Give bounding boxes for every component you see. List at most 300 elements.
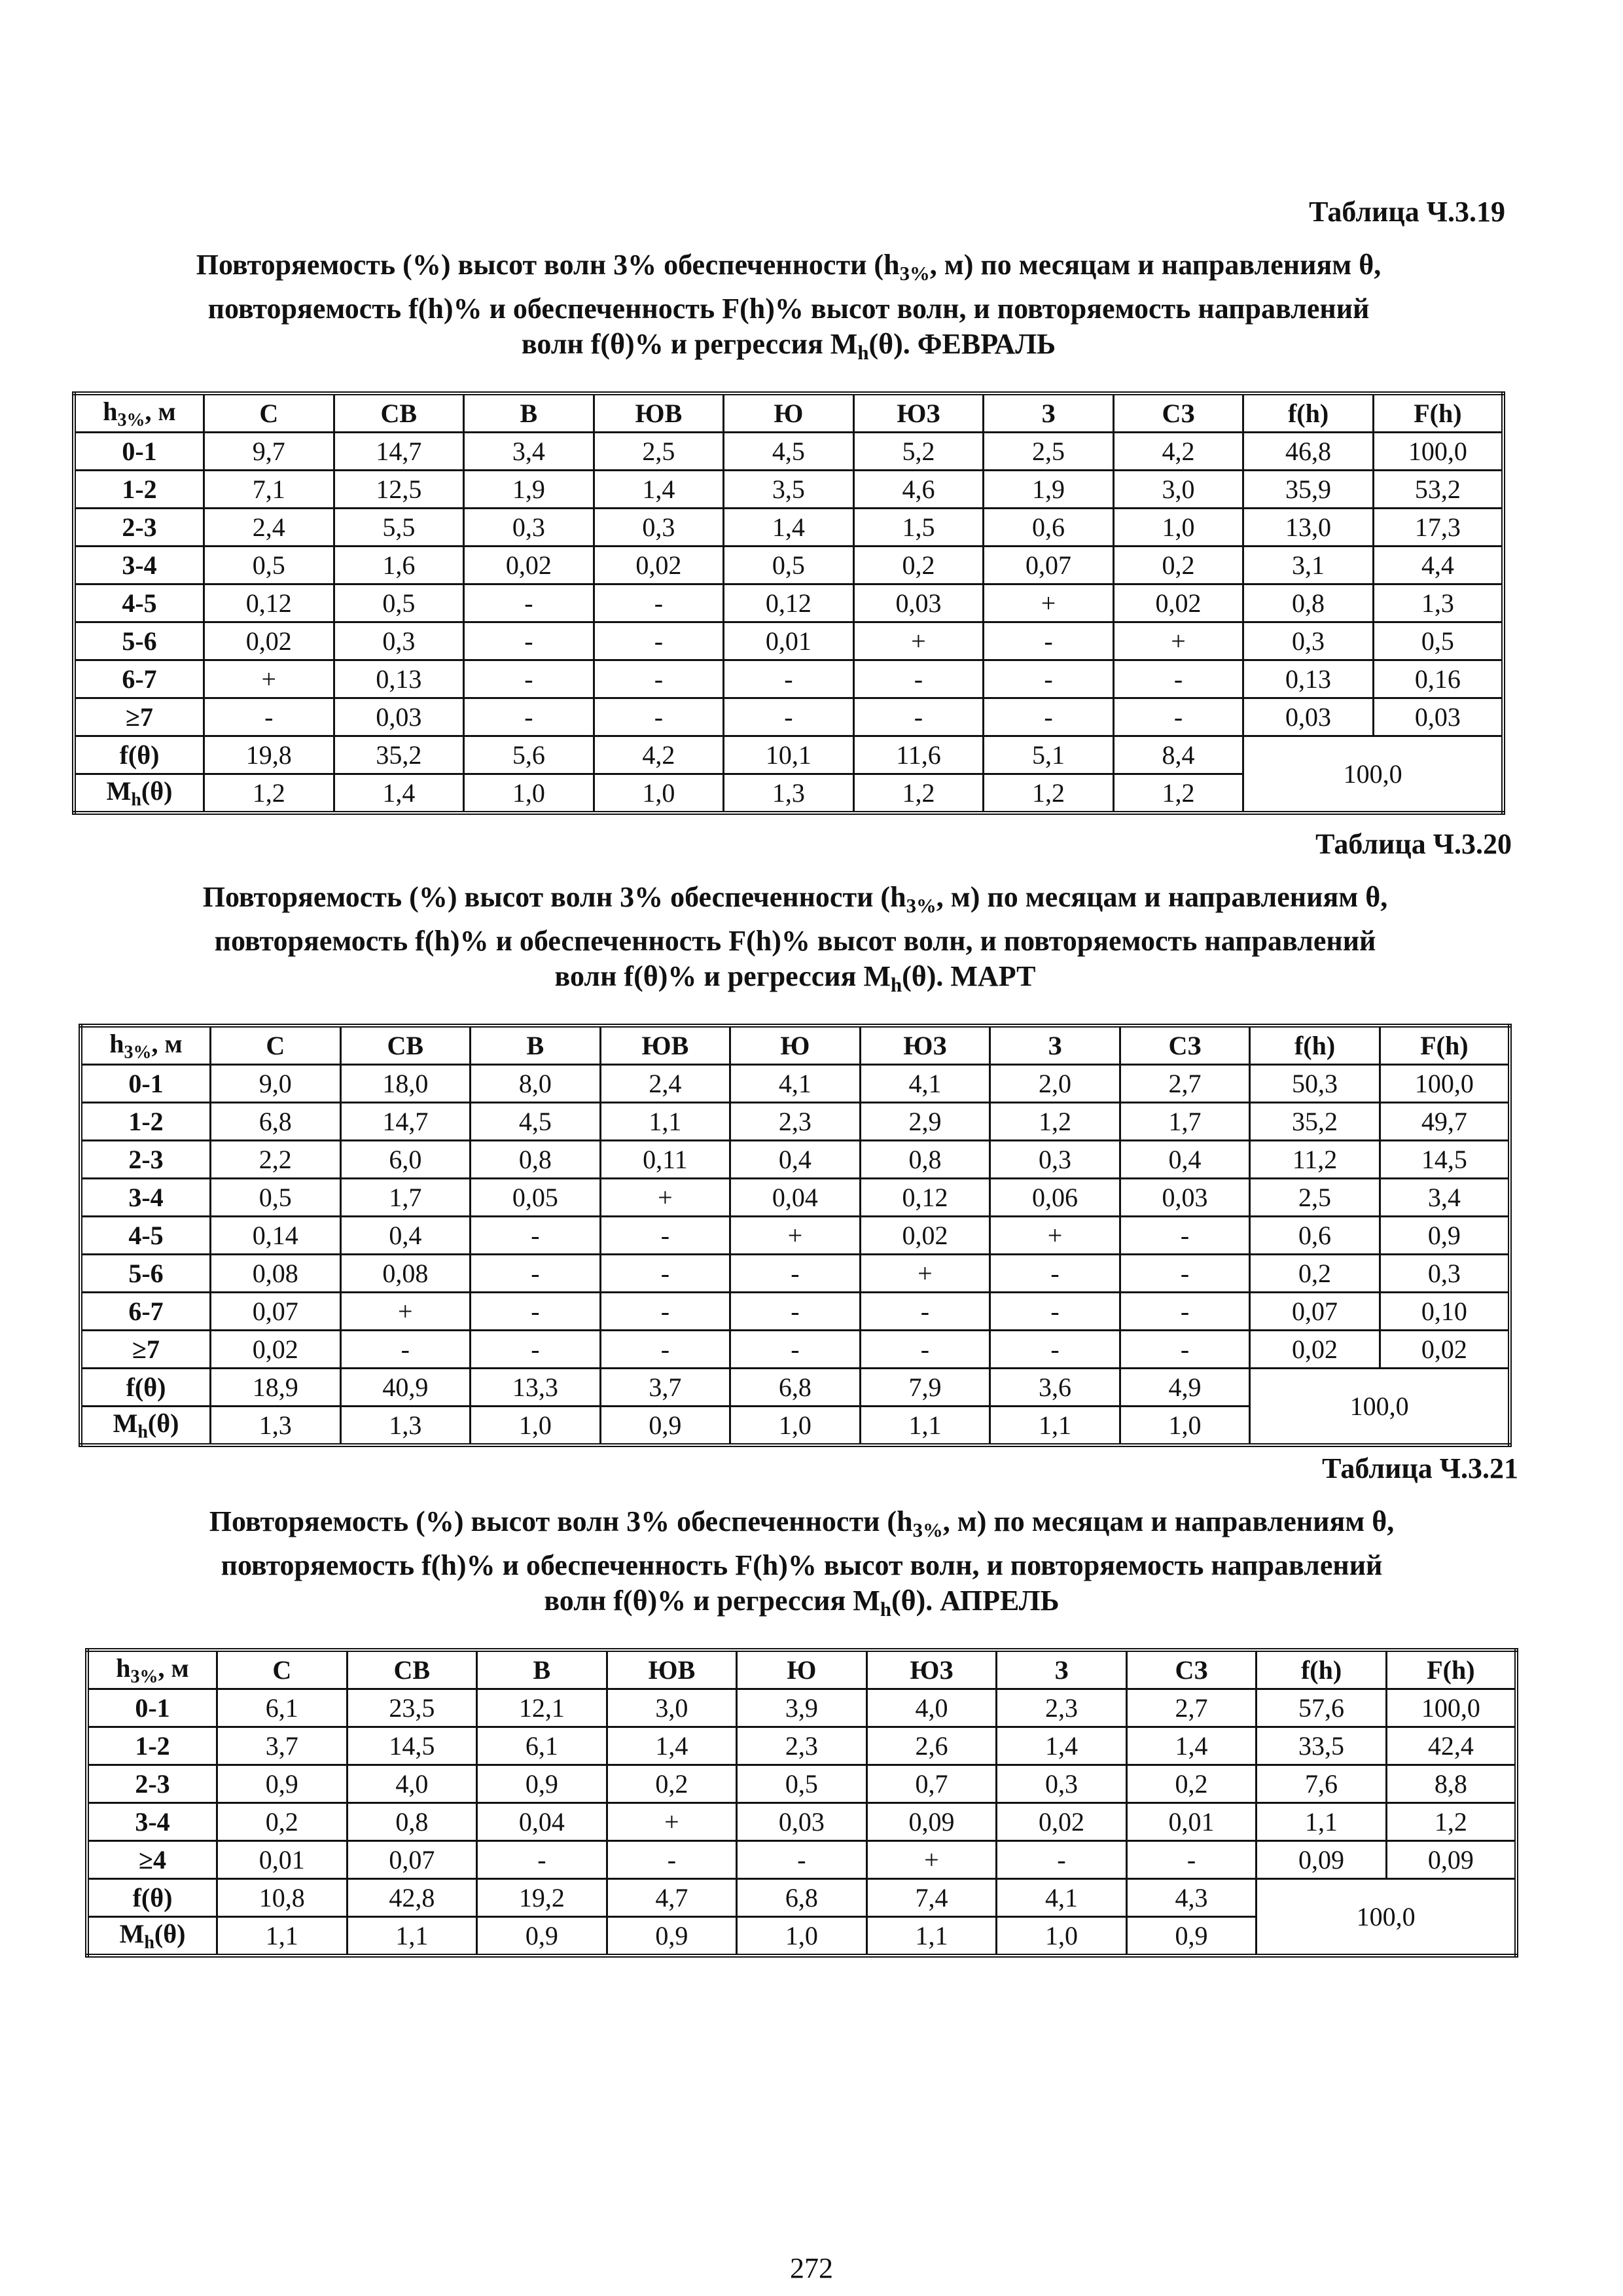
table-cell: 100,0 [1380, 1065, 1510, 1103]
table-cell: 4,0 [347, 1765, 477, 1803]
table-cell: 0,3 [997, 1765, 1127, 1803]
column-header: СВ [347, 1650, 477, 1689]
title-month: (θ). АПРЕЛЬ [891, 1585, 1060, 1617]
m-theta-text: (θ) [141, 776, 173, 806]
m-theta-text: M [119, 1919, 145, 1949]
table-cell: 49,7 [1380, 1103, 1510, 1141]
table-cell: - [600, 1217, 730, 1255]
table-cell: 2,4 [204, 509, 334, 547]
table-row [74, 660, 1503, 698]
table-cell: 3,4 [464, 433, 594, 471]
table-cell: 14,7 [340, 1103, 471, 1141]
table-cell: 0,8 [347, 1803, 477, 1841]
table-cell: 53,2 [1373, 471, 1503, 509]
table-cell: 46,8 [1243, 433, 1374, 471]
row-label: 5-6 [74, 622, 204, 660]
m-theta-cell: 1,0 [594, 774, 724, 814]
row-label: ≥7 [74, 698, 204, 736]
table-cell: 0,03 [737, 1803, 867, 1841]
table-cell: 0,8 [1243, 584, 1374, 622]
m-theta-subscript: h [131, 789, 141, 810]
header-row [87, 1650, 1516, 1689]
m-theta-cell: 0,9 [477, 1917, 607, 1956]
table-cell: 1,9 [464, 471, 594, 509]
table-cell: + [1113, 622, 1243, 660]
table-cell: - [594, 584, 724, 622]
title-subscript: 3% [899, 262, 930, 285]
header-height-label [74, 393, 204, 433]
title-line-2: повторяемость f(h)% и обеспеченность F(h)% высот волн, и повторяемость направлений [214, 925, 1376, 958]
table-cell: 0,05 [471, 1179, 601, 1217]
column-header: В [464, 393, 594, 433]
table-cell: 3,5 [724, 471, 854, 509]
table-cell: 14,5 [347, 1727, 477, 1765]
table-cell: 4,1 [730, 1065, 861, 1103]
table-row [80, 1217, 1510, 1255]
table-row [80, 1293, 1510, 1331]
m-theta-text: M [106, 776, 132, 806]
table-cell: 1,9 [984, 471, 1114, 509]
table-cell: 0,13 [334, 660, 464, 698]
f-theta-cell: 42,8 [347, 1879, 477, 1917]
table-cell: 0,02 [1113, 584, 1243, 622]
table-cell: 6,0 [340, 1141, 471, 1179]
f-theta-cell: 7,9 [860, 1369, 990, 1407]
table-cell: - [471, 1217, 601, 1255]
table-cell: 100,0 [1386, 1689, 1516, 1727]
table-row [87, 1727, 1516, 1765]
f-theta-cell: 19,2 [477, 1879, 607, 1917]
table-cell: 0,06 [990, 1179, 1120, 1217]
table-row [80, 1255, 1510, 1293]
table-row [74, 471, 1503, 509]
f-theta-cell: 3,7 [600, 1369, 730, 1407]
f-theta-cell: 5,1 [984, 736, 1114, 774]
table-cell: 0,03 [1373, 698, 1503, 736]
column-header: ЮВ [594, 393, 724, 433]
m-theta-cell: 1,0 [471, 1407, 601, 1446]
table-row [87, 1765, 1516, 1803]
table-cell: - [594, 660, 724, 698]
title-line-1 [72, 247, 1505, 291]
table-row [87, 1689, 1516, 1727]
table-cell: 0,9 [477, 1765, 607, 1803]
header-row [74, 393, 1503, 433]
table-cell: - [1120, 1293, 1250, 1331]
table-cell: 0,5 [334, 584, 464, 622]
table-cell: - [1113, 698, 1243, 736]
table-cell: 1,1 [600, 1103, 730, 1141]
row-label: 2-3 [87, 1765, 217, 1803]
table-cell: - [204, 698, 334, 736]
table-cell: - [1113, 660, 1243, 698]
table-cell: 12,1 [477, 1689, 607, 1727]
table-cell: + [860, 1255, 990, 1293]
table-cell: 1,3 [1373, 584, 1503, 622]
title-line-1 [85, 1504, 1518, 1548]
table-title [79, 880, 1512, 1003]
table-cell: 2,4 [600, 1065, 730, 1103]
table-cell: 1,4 [1126, 1727, 1257, 1765]
table-cell: - [471, 1331, 601, 1369]
title-subscript: h [857, 342, 869, 365]
table-cell: + [730, 1217, 861, 1255]
table-cell: 35,2 [1250, 1103, 1380, 1141]
table-cell: 0,02 [860, 1217, 990, 1255]
table-cell: + [853, 622, 984, 660]
table-cell: 1,1 [1257, 1803, 1387, 1841]
table-cell: 7,6 [1257, 1765, 1387, 1803]
row-label: 4-5 [74, 584, 204, 622]
table-cell: 2,9 [860, 1103, 990, 1141]
table-cell: - [997, 1841, 1127, 1879]
table-cell: 11,2 [1250, 1141, 1380, 1179]
table-cell: 12,5 [334, 471, 464, 509]
m-theta-cell: 1,1 [860, 1407, 990, 1446]
column-header: ЮВ [607, 1650, 737, 1689]
m-theta-label [80, 1407, 211, 1446]
table-block [72, 194, 1505, 815]
f-theta-row [87, 1879, 1516, 1917]
m-theta-label [87, 1917, 217, 1956]
table-cell: 0,02 [594, 547, 724, 584]
table-cell: 4,0 [866, 1689, 997, 1727]
table-block [79, 826, 1512, 1447]
column-header: f(h) [1257, 1650, 1387, 1689]
header-text: h [116, 1653, 131, 1683]
wave-table [85, 1648, 1518, 1958]
header-text: , м [151, 1029, 183, 1059]
table-cell: 0,10 [1380, 1293, 1510, 1331]
table-cell: - [990, 1293, 1120, 1331]
m-theta-cell: 0,9 [1126, 1917, 1257, 1956]
table-cell: 3,4 [1380, 1179, 1510, 1217]
column-header: F(h) [1373, 393, 1503, 433]
table-cell: - [477, 1841, 607, 1879]
table-cell: - [860, 1331, 990, 1369]
table-row [80, 1065, 1510, 1103]
table-cell: 2,7 [1120, 1065, 1250, 1103]
table-cell: + [204, 660, 334, 698]
f-theta-cell: 4,3 [1126, 1879, 1257, 1917]
table-cell: 35,9 [1243, 471, 1374, 509]
total-cell: 100,0 [1243, 736, 1503, 814]
table-cell: 0,01 [1126, 1803, 1257, 1841]
table-row [80, 1331, 1510, 1369]
f-theta-cell: 6,8 [730, 1369, 861, 1407]
table-cell: 14,7 [334, 433, 464, 471]
f-theta-cell: 4,2 [594, 736, 724, 774]
f-theta-cell: 13,3 [471, 1369, 601, 1407]
table-cell: 0,4 [730, 1141, 861, 1179]
header-height-label [80, 1026, 211, 1065]
table-cell: 17,3 [1373, 509, 1503, 547]
page-number: 272 [790, 2252, 833, 2284]
title-text: , м) по месяцам и направлениям θ, [942, 1505, 1395, 1537]
m-theta-cell: 1,4 [334, 774, 464, 814]
table-cell: - [471, 1255, 601, 1293]
table-cell: 1,6 [334, 547, 464, 584]
table-cell: - [724, 660, 854, 698]
table-cell: - [600, 1293, 730, 1331]
title-month: (θ). МАРТ [902, 960, 1036, 993]
table-cell: 0,2 [1126, 1765, 1257, 1803]
m-theta-cell: 1,1 [990, 1407, 1120, 1446]
table-row [80, 1141, 1510, 1179]
row-label: 5-6 [80, 1255, 211, 1293]
title-subscript: 3% [906, 895, 936, 918]
table-row [74, 547, 1503, 584]
table-cell: 0,03 [1120, 1179, 1250, 1217]
table-cell: 0,2 [1250, 1255, 1380, 1293]
f-theta-cell: 19,8 [204, 736, 334, 774]
table-cell: 0,07 [211, 1293, 341, 1331]
table-cell: 42,4 [1386, 1727, 1516, 1765]
table-cell: 0,02 [997, 1803, 1127, 1841]
table-cell: - [984, 660, 1114, 698]
table-cell: 0,03 [334, 698, 464, 736]
header-text: , м [158, 1653, 189, 1683]
table-cell: 0,03 [1243, 698, 1374, 736]
table-cell: 0,2 [1113, 547, 1243, 584]
title-text: , м) по месяцам и направлениям θ, [929, 249, 1382, 281]
title-subscript: h [890, 974, 902, 997]
f-theta-cell: 35,2 [334, 736, 464, 774]
m-theta-cell: 1,2 [984, 774, 1114, 814]
f-theta-cell: 18,9 [211, 1369, 341, 1407]
table-cell: 8,0 [471, 1065, 601, 1103]
row-label: 3-4 [80, 1179, 211, 1217]
row-label: 1-2 [80, 1103, 211, 1141]
table-cell: 0,12 [204, 584, 334, 622]
table-cell: 4,2 [1113, 433, 1243, 471]
title-line-3 [85, 1583, 1518, 1627]
header-text: , м [145, 397, 176, 427]
title-text: волн f(θ)% и регрессия M [554, 960, 891, 993]
row-label: 1-2 [74, 471, 204, 509]
column-header: F(h) [1386, 1650, 1516, 1689]
header-text: h [109, 1029, 124, 1059]
m-theta-text: (θ) [154, 1919, 186, 1949]
title-line-2: повторяемость f(h)% и обеспеченность F(h)% высот волн, и повторяемость направлений [207, 293, 1370, 325]
m-theta-cell: 1,0 [1120, 1407, 1250, 1446]
row-label: 2-3 [80, 1141, 211, 1179]
table-cell: 0,07 [984, 547, 1114, 584]
title-text: волн f(θ)% и регрессия M [521, 328, 858, 361]
m-theta-cell: 1,0 [464, 774, 594, 814]
title-text: волн f(θ)% и регрессия M [544, 1585, 880, 1617]
table-cell: 0,11 [600, 1141, 730, 1179]
table-cell: - [860, 1293, 990, 1331]
table-cell: 14,5 [1380, 1141, 1510, 1179]
table-cell: - [600, 1331, 730, 1369]
table-row [87, 1841, 1516, 1879]
table-cell: 0,09 [866, 1803, 997, 1841]
table-cell: 0,3 [464, 509, 594, 547]
column-header: З [997, 1650, 1127, 1689]
table-cell: 23,5 [347, 1689, 477, 1727]
table-cell: - [464, 660, 594, 698]
table-cell: 0,09 [1386, 1841, 1516, 1879]
total-cell: 100,0 [1257, 1879, 1516, 1956]
table-block [85, 1450, 1518, 1958]
m-theta-cell: 1,2 [1113, 774, 1243, 814]
f-theta-cell: 6,8 [737, 1879, 867, 1917]
table-cell: - [853, 660, 984, 698]
title-subscript: 3% [912, 1519, 943, 1542]
row-label: 1-2 [87, 1727, 217, 1765]
column-header: СВ [340, 1026, 471, 1065]
column-header: З [990, 1026, 1120, 1065]
table-cell: 0,07 [1250, 1293, 1380, 1331]
header-subscript: 3% [124, 1042, 152, 1063]
table-cell: + [984, 584, 1114, 622]
f-theta-cell: 4,9 [1120, 1369, 1250, 1407]
m-theta-text: M [113, 1408, 138, 1439]
table-row [80, 1179, 1510, 1217]
f-theta-row [74, 736, 1503, 774]
table-cell: 0,04 [730, 1179, 861, 1217]
column-header: С [204, 393, 334, 433]
table-cell: 1,7 [340, 1179, 471, 1217]
f-theta-label: f(θ) [87, 1879, 217, 1917]
total-cell: 100,0 [1250, 1369, 1510, 1446]
table-cell: 2,3 [997, 1689, 1127, 1727]
table-cell: 2,5 [594, 433, 724, 471]
m-theta-cell: 1,3 [724, 774, 854, 814]
table-cell: - [600, 1255, 730, 1293]
table-cell: 1,2 [990, 1103, 1120, 1141]
f-theta-cell: 10,1 [724, 736, 854, 774]
table-cell: 8,8 [1386, 1765, 1516, 1803]
table-row [74, 584, 1503, 622]
table-cell: 57,6 [1257, 1689, 1387, 1727]
column-header: Ю [737, 1650, 867, 1689]
table-cell: - [990, 1331, 1120, 1369]
table-cell: 1,5 [853, 509, 984, 547]
header-text: h [103, 397, 118, 427]
f-theta-label: f(θ) [74, 736, 204, 774]
table-cell: + [866, 1841, 997, 1879]
column-header: СЗ [1120, 1026, 1250, 1065]
row-label: ≥7 [80, 1331, 211, 1369]
row-label: ≥4 [87, 1841, 217, 1879]
f-theta-cell: 10,8 [217, 1879, 348, 1917]
column-header: С [217, 1650, 348, 1689]
table-cell: 0,3 [334, 622, 464, 660]
column-header: ЮЗ [866, 1650, 997, 1689]
table-cell: 0,3 [1380, 1255, 1510, 1293]
table-cell: 4,6 [853, 471, 984, 509]
title-text: Повторяемость (%) высот волн 3% обеспеченности (h [209, 1505, 913, 1537]
table-cell: 2,0 [990, 1065, 1120, 1103]
table-title [85, 1504, 1518, 1627]
f-theta-cell: 8,4 [1113, 736, 1243, 774]
table-cell: 0,04 [477, 1803, 607, 1841]
table-cell: 0,8 [471, 1141, 601, 1179]
title-line-3 [72, 327, 1505, 370]
table-cell: - [340, 1331, 471, 1369]
table-cell: 0,02 [464, 547, 594, 584]
table-cell: 3,0 [1113, 471, 1243, 509]
table-number: Таблица Ч.3.19 [1309, 196, 1505, 228]
row-label: 0-1 [80, 1065, 211, 1103]
f-theta-label: f(θ) [80, 1369, 211, 1407]
table-cell: - [1126, 1841, 1257, 1879]
table-cell: 0,13 [1243, 660, 1374, 698]
table-cell: 33,5 [1257, 1727, 1387, 1765]
table-cell: 0,9 [1380, 1217, 1510, 1255]
m-theta-cell: 1,1 [866, 1917, 997, 1956]
table-cell: 0,01 [217, 1841, 348, 1879]
table-cell: 2,3 [737, 1727, 867, 1765]
table-cell: 2,5 [1250, 1179, 1380, 1217]
table-cell: 0,2 [607, 1765, 737, 1803]
table-cell: 0,4 [340, 1217, 471, 1255]
column-header: СВ [334, 393, 464, 433]
m-theta-cell: 0,9 [600, 1407, 730, 1446]
table-cell: - [724, 698, 854, 736]
table-cell: - [1120, 1217, 1250, 1255]
table-cell: 0,3 [990, 1141, 1120, 1179]
table-cell: 0,6 [1250, 1217, 1380, 1255]
table-cell: - [464, 584, 594, 622]
table-cell: 0,12 [724, 584, 854, 622]
table-cell: 0,2 [853, 547, 984, 584]
table-cell: 9,0 [211, 1065, 341, 1103]
table-cell: 2,5 [984, 433, 1114, 471]
column-header: Ю [730, 1026, 861, 1065]
m-theta-cell: 1,0 [997, 1917, 1127, 1956]
column-header: ЮЗ [860, 1026, 990, 1065]
table-cell: 0,02 [1380, 1331, 1510, 1369]
table-cell: 2,2 [211, 1141, 341, 1179]
table-cell: 1,4 [997, 1727, 1127, 1765]
table-row [74, 509, 1503, 547]
row-label: 0-1 [87, 1689, 217, 1727]
m-theta-cell: 0,9 [607, 1917, 737, 1956]
table-cell: - [594, 698, 724, 736]
title-line-1 [79, 880, 1512, 924]
table-cell: - [730, 1255, 861, 1293]
title-subscript: h [880, 1598, 891, 1621]
table-cell: - [984, 622, 1114, 660]
table-cell: 0,5 [211, 1179, 341, 1217]
table-cell: 4,5 [724, 433, 854, 471]
table-cell: - [1120, 1331, 1250, 1369]
f-theta-cell: 5,6 [464, 736, 594, 774]
column-header: С [211, 1026, 341, 1065]
table-cell: 4,4 [1373, 547, 1503, 584]
table-cell: 0,8 [860, 1141, 990, 1179]
table-cell: 1,2 [1386, 1803, 1516, 1841]
title-month: (θ). ФЕВРАЛЬ [868, 328, 1056, 361]
row-label: 2-3 [74, 509, 204, 547]
table-row [74, 433, 1503, 471]
table-number: Таблица Ч.3.21 [1322, 1452, 1518, 1484]
m-theta-cell: 1,2 [853, 774, 984, 814]
table-cell: - [737, 1841, 867, 1879]
table-cell: 3,0 [607, 1689, 737, 1727]
table-cell: - [853, 698, 984, 736]
table-cell: - [984, 698, 1114, 736]
title-line-2: повторяемость f(h)% и обеспеченность F(h)% высот волн, и повторяемость направлений [221, 1549, 1383, 1582]
table-cell: 7,1 [204, 471, 334, 509]
table-cell: 0,3 [594, 509, 724, 547]
table-number: Таблица Ч.3.20 [1315, 828, 1512, 860]
table-cell: 4,5 [471, 1103, 601, 1141]
table-cell: 0,5 [724, 547, 854, 584]
